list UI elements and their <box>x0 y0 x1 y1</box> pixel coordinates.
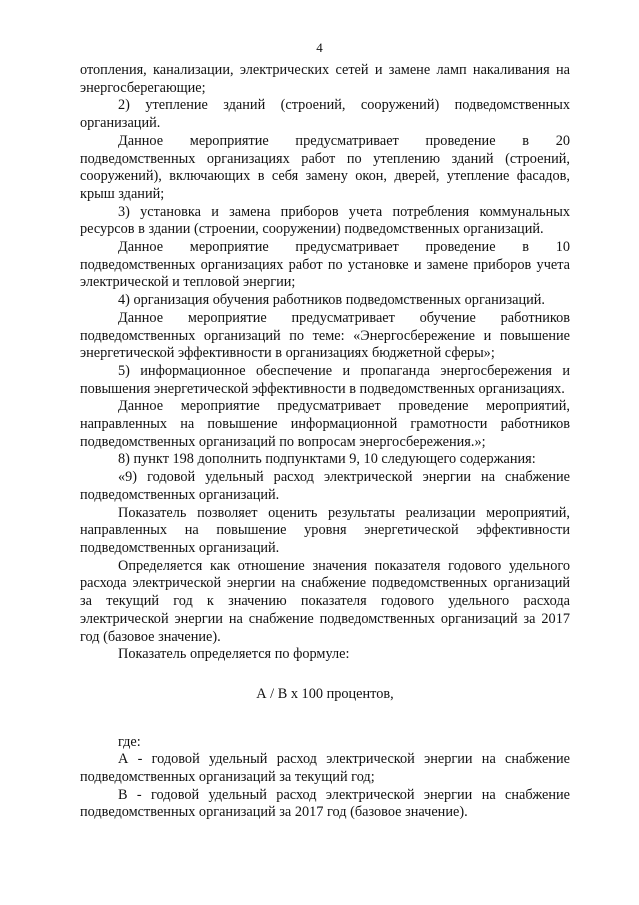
paragraph: 2) утепление зданий (строений, сооружений) подведомственных организаций. <box>80 97 570 132</box>
paragraph: Данное мероприятие предусматривает обучение работников подведомственных организаций по теме: «Энергосбережение и повышение энергетической эффективности в организациях бюджетной сферы»; <box>80 309 570 362</box>
paragraph: Данное мероприятие предусматривает проведение в 20 подведомственных организациях работ по утеплению зданий (строений, сооружений), включающих в себя замену окон, дверей, утепление фасадов, крыш зданий; <box>80 132 570 202</box>
paragraph: Данное мероприятие предусматривает проведение мероприятий, направленных на повышение информационной грамотности работников подведомственных организаций по вопросам энергосбережения.»; <box>80 398 570 450</box>
formula: А / В х 100 процентов, <box>256 685 394 702</box>
document-body <box>80 62 570 822</box>
paragraph: Определяется как отношение значения показателя годового удельного расхода электрической энергии на снабжение подведомственных организаций за текущий год к значению показателя годового удельного расхода электрической энергии на снабжение подведомственных организаций за 2017 год (базовое значение). <box>80 557 570 645</box>
where-label: где: <box>118 733 141 750</box>
paragraph: 4) организация обучения работников подведомственных организаций. <box>118 292 545 309</box>
paragraph: Показатель позволяет оценить результаты реализации мероприятий, направленных на повышение уровня энергетической эффективности подведомственных организаций. <box>80 504 570 556</box>
paragraph: 8) пункт 198 дополнить подпунктами 9, 10 следующего содержания: <box>118 451 536 468</box>
paragraph: «9) годовой удельный расход электрической энергии на снабжение подведомственных организаций. <box>80 469 570 503</box>
paragraph: 3) установка и замена приборов учета потребления коммунальных ресурсов в здании (строении, сооружении) подведомственных организаций. <box>80 203 570 238</box>
paragraph: отопления, канализации, электрических сетей и замене ламп накаливания на энергосберегающие; <box>80 62 570 96</box>
definition-b: В - годовой удельный расход электрической энергии на снабжение подведомственных организаций за 2017 год (базовое значение). <box>80 786 570 821</box>
paragraph: Показатель определяется по формуле: <box>118 646 350 663</box>
page-number: 4 <box>316 40 323 55</box>
paragraph: Данное мероприятие предусматривает проведение в 10 подведомственных организациях работ по установке и замене приборов учета электрической и тепловой энергии; <box>80 239 570 291</box>
definition-a: А - годовой удельный расход электрической энергии на снабжение подведомственных организаций за текущий год; <box>80 751 570 786</box>
paragraph: 5) информационное обеспечение и пропаганда энергосбережения и повышения энергетической эффективности в подведомственных организациях. <box>80 362 570 397</box>
